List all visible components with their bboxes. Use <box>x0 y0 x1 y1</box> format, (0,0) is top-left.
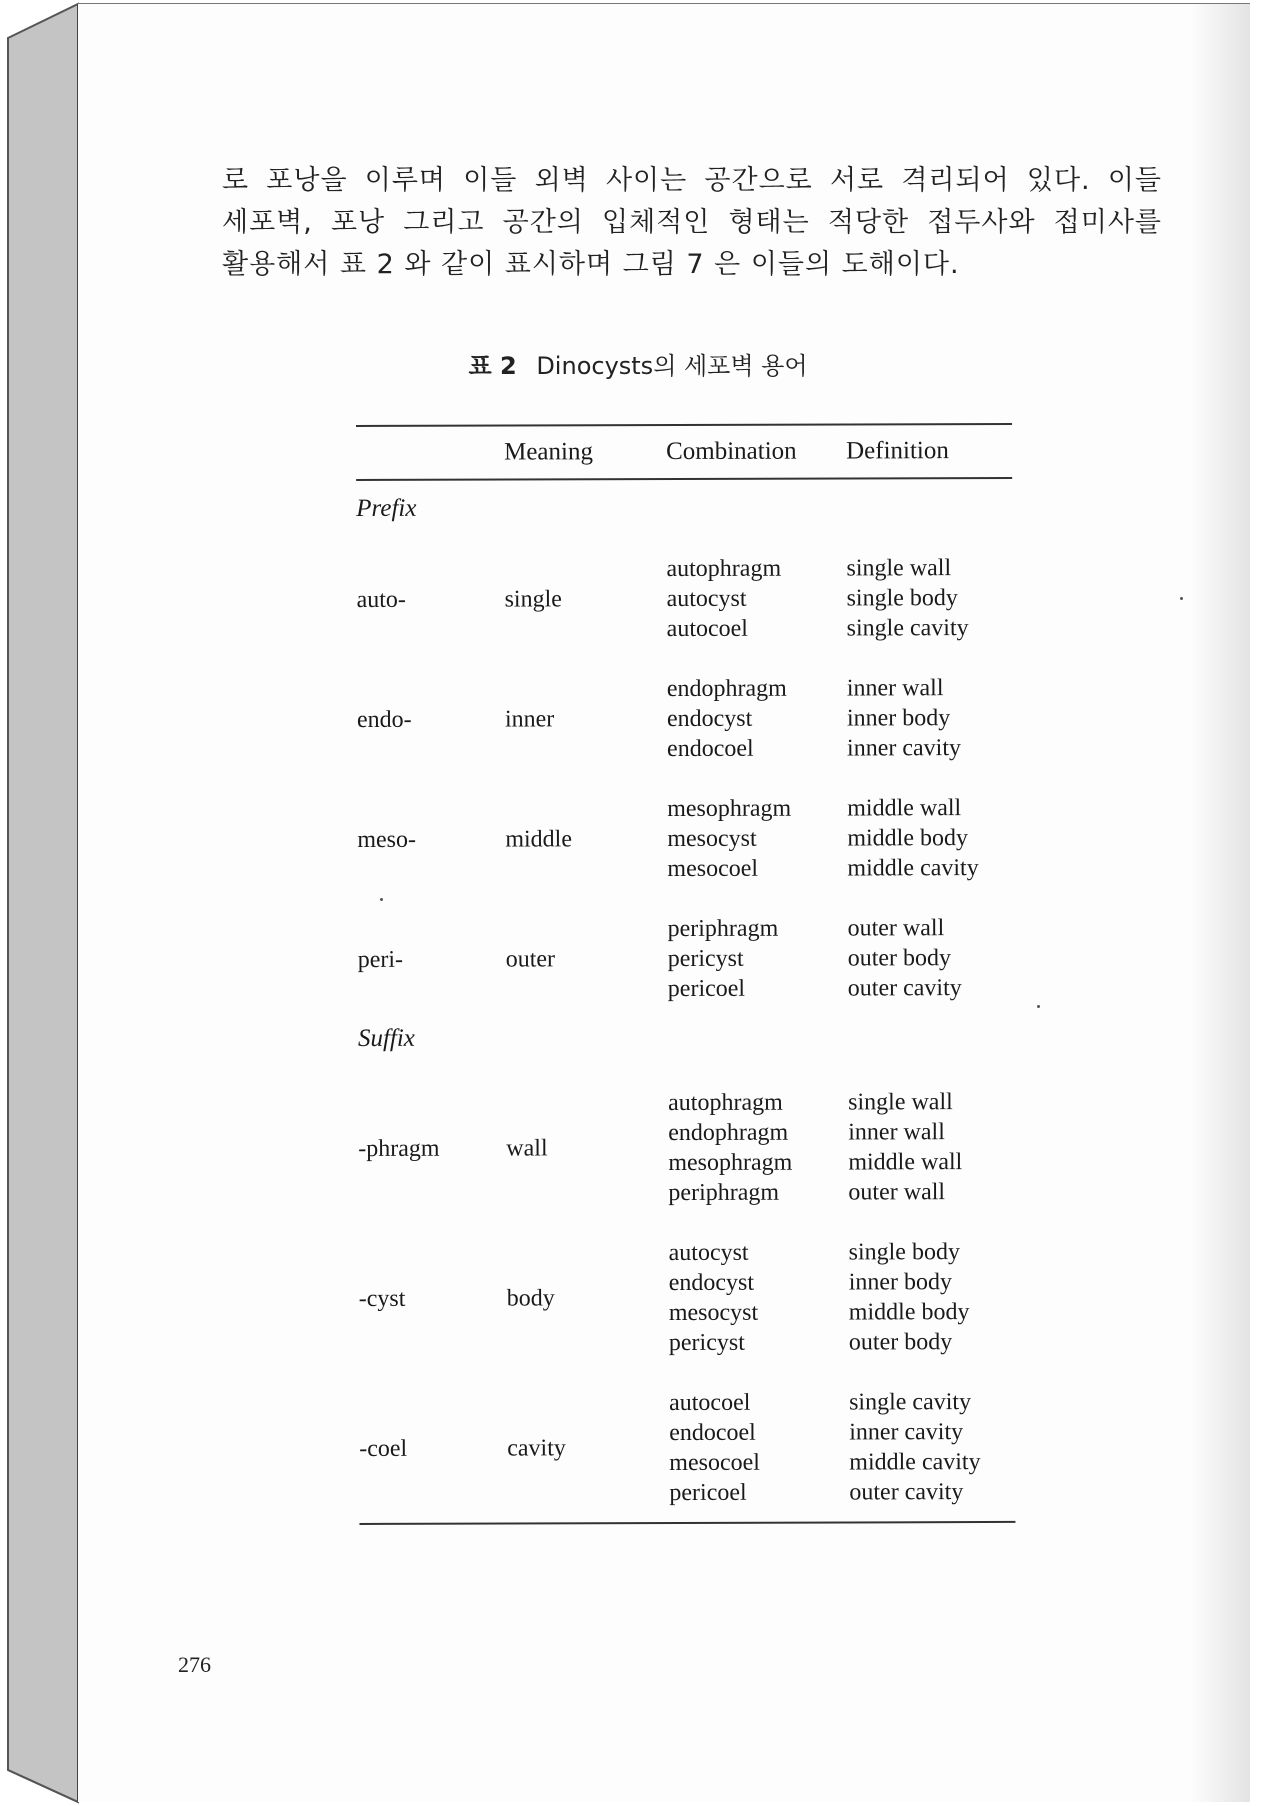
meaning-cell: inner <box>504 706 555 733</box>
page-number: 276 <box>178 1652 211 1677</box>
section-spacer <box>356 527 1012 555</box>
combination-cell: mesophragm <box>668 1149 793 1177</box>
definition-cell: middle body <box>848 1299 970 1326</box>
definition-cell: outer body <box>847 945 952 972</box>
term-cell: peri- <box>357 946 404 973</box>
definition-cell: single cavity <box>846 615 969 642</box>
definition-cell: inner cavity <box>849 1419 964 1446</box>
header-combination: Combination <box>666 437 797 466</box>
combination-cell: mesocyst <box>667 825 757 853</box>
combination-rows <box>357 793 1013 885</box>
combination-cell: pericyst <box>668 1329 745 1357</box>
print-speck <box>380 898 383 901</box>
table-body <box>356 487 1015 1509</box>
table-row <box>359 1297 1015 1329</box>
definition-cell: single body <box>846 585 958 612</box>
intro-line-3: 활용해서 표 2 와 같이 표시하며 그림 7 은 이들의 도해이다. <box>222 249 960 280</box>
table-row <box>357 673 1013 705</box>
combination-cell: periphragm <box>667 915 779 943</box>
table-caption-text: Dinocysts의 세포벽 용어 <box>536 352 808 380</box>
group-gap <box>358 1207 1014 1239</box>
table-row <box>357 703 1013 735</box>
definition-cell: single wall <box>846 555 952 582</box>
table-row <box>357 613 1013 645</box>
table-row <box>358 943 1014 975</box>
definition-cell: middle body <box>847 825 968 852</box>
term-group <box>358 1087 1014 1209</box>
definition-cell: inner wall <box>846 675 944 702</box>
term-cell: auto- <box>356 586 406 613</box>
table-header-row <box>356 425 1012 479</box>
table-row <box>359 1237 1015 1269</box>
terminology-table <box>356 423 1015 1525</box>
table-row <box>357 853 1013 885</box>
intro-line-1: 로 포낭을 이루며 이들 외벽 사이는 공간으로 서로 격리되어 있다. 이들 <box>222 165 1162 196</box>
definition-cell: inner body <box>846 705 951 732</box>
combination-cell: autophragm <box>668 1089 783 1117</box>
combination-cell: periphragm <box>668 1179 780 1207</box>
table-row <box>357 823 1013 855</box>
combination-cell: mesocyst <box>668 1299 759 1327</box>
term-group <box>358 913 1014 1005</box>
combination-cell: mesophragm <box>667 795 792 823</box>
combination-cell: mesocoel <box>669 1449 760 1477</box>
table-row <box>356 553 1012 585</box>
combination-cell: pericyst <box>667 945 744 973</box>
table-row <box>358 1117 1014 1149</box>
combination-rows <box>358 913 1014 1005</box>
combination-rows <box>356 553 1012 645</box>
table-row <box>359 1447 1015 1479</box>
table-row <box>357 733 1013 765</box>
term-cell: -phragm <box>358 1135 440 1162</box>
term-cell: -coel <box>359 1435 408 1462</box>
combination-cell: autophragm <box>666 555 782 583</box>
table-row <box>358 1177 1014 1209</box>
group-gap <box>357 643 1013 675</box>
table-row <box>359 1267 1015 1299</box>
header-definition: Definition <box>846 437 949 465</box>
meaning-cell: single <box>504 586 562 613</box>
combination-cell: endocoel <box>666 735 754 763</box>
header-meaning: Meaning <box>504 438 594 466</box>
term-group <box>359 1387 1015 1509</box>
table-row <box>357 583 1013 615</box>
definition-cell: outer cavity <box>849 1479 964 1506</box>
combination-cell: autocoel <box>666 615 748 643</box>
table-row <box>359 1417 1015 1449</box>
combination-cell: autocyst <box>668 1239 749 1267</box>
group-gap <box>357 763 1013 795</box>
table-row <box>359 1477 1015 1509</box>
table-row <box>358 913 1014 945</box>
meaning-cell: cavity <box>507 1435 566 1462</box>
table-row <box>358 973 1014 1005</box>
table-row <box>357 793 1013 825</box>
table-row <box>359 1327 1015 1359</box>
definition-cell: outer cavity <box>847 975 962 1002</box>
combination-rows <box>358 1087 1014 1209</box>
term-group <box>357 793 1013 885</box>
term-cell: endo- <box>356 706 412 733</box>
definition-cell: middle wall <box>847 795 962 822</box>
group-gap <box>359 1357 1015 1389</box>
combination-rows <box>357 673 1013 765</box>
definition-cell: middle cavity <box>847 855 979 882</box>
term-cell: meso- <box>357 826 417 853</box>
table-caption-number: 표 2 <box>468 352 517 380</box>
intro-line-2: 세포벽, 포낭 그리고 공간의 입체적인 형태는 적당한 접두사와 접미사를 <box>222 207 1162 238</box>
meaning-cell: outer <box>505 946 556 973</box>
definition-cell: outer body <box>848 1329 953 1356</box>
combination-rows <box>359 1237 1015 1359</box>
group-gap <box>357 883 1013 915</box>
definition-cell: inner wall <box>848 1119 945 1146</box>
table-row <box>359 1387 1015 1419</box>
definition-cell: middle cavity <box>849 1449 981 1476</box>
combination-cell: pericoel <box>669 1479 747 1507</box>
definition-cell: outer wall <box>848 1179 946 1206</box>
combination-cell: endocyst <box>668 1269 755 1297</box>
print-speck <box>1037 1005 1040 1008</box>
meaning-cell: wall <box>506 1135 548 1162</box>
table-row <box>358 1087 1014 1119</box>
definition-cell: outer wall <box>847 915 945 942</box>
term-group <box>357 673 1013 765</box>
combination-cell: autocoel <box>669 1389 751 1417</box>
table-caption <box>0 346 1276 381</box>
combination-rows <box>359 1387 1015 1509</box>
section-label-suffix: Suffix <box>357 1024 415 1052</box>
section-label-prefix: Prefix <box>356 494 417 522</box>
term-cell: -cyst <box>358 1285 406 1312</box>
combination-cell: pericoel <box>667 975 746 1003</box>
meaning-cell: middle <box>505 826 572 853</box>
term-group <box>356 553 1012 645</box>
meaning-cell: body <box>506 1285 555 1312</box>
print-speck <box>1180 597 1183 600</box>
definition-cell: middle wall <box>848 1149 963 1176</box>
combination-cell: endocoel <box>669 1419 756 1447</box>
combination-cell: mesocoel <box>667 855 759 883</box>
definition-cell: single cavity <box>849 1389 972 1416</box>
definition-cell: single wall <box>848 1089 953 1116</box>
combination-cell: endophragm <box>666 675 787 703</box>
table-row <box>358 1147 1014 1179</box>
section-spacer <box>358 1057 1014 1089</box>
definition-cell: single body <box>848 1239 960 1266</box>
term-group <box>359 1237 1015 1359</box>
combination-cell: autocyst <box>666 585 747 613</box>
page-edge-shadow <box>1190 4 1250 1802</box>
book-spine-face <box>8 4 78 1802</box>
intro-paragraph <box>222 160 1162 286</box>
definition-cell: inner cavity <box>846 735 962 762</box>
definition-cell: inner body <box>848 1269 953 1296</box>
combination-cell: endophragm <box>668 1119 789 1147</box>
combination-cell: endocyst <box>666 705 753 733</box>
